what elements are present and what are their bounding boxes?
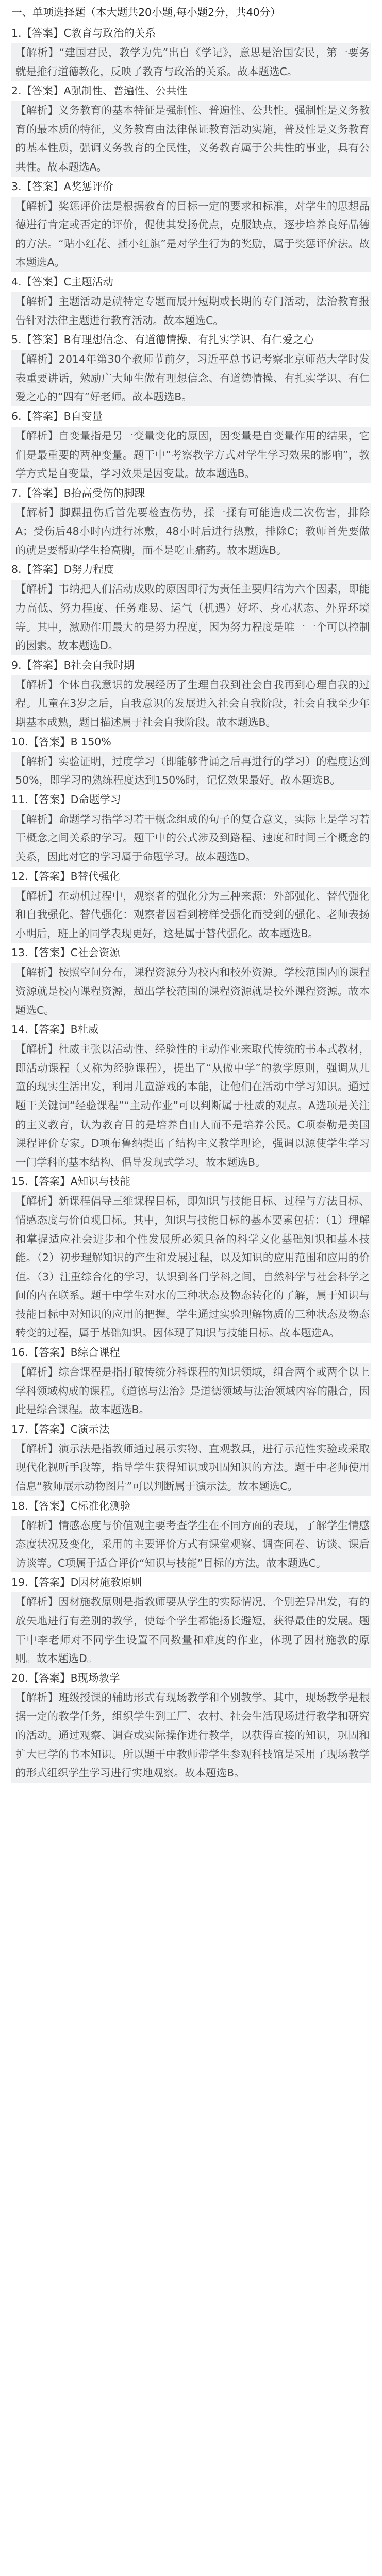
explanation-block (11, 675, 371, 732)
answer-label: 【答案】 (28, 1671, 71, 1684)
answer-item (11, 1497, 371, 1573)
explanation-block (11, 101, 371, 176)
answer-text: B替代强化 (70, 870, 120, 883)
answer-line (11, 82, 371, 99)
explanation-text: 脚踝扭伤后首先要检查伤势，揉一揉有可能造成二次伤害，排除A；受伤后48小时内进行冰敷，48小时后进行热敷，排除C；教师首先要做的就是要帮助学生抬高脚，而不是吃止痛药。故本题选B。 (15, 506, 370, 556)
answer-item (11, 1344, 371, 1419)
answer-text: C标准化测验 (70, 1499, 131, 1512)
answer-text: D因材施教原则 (70, 1576, 142, 1589)
answer-item (11, 331, 371, 406)
answer-line (11, 484, 371, 502)
answer-item (11, 484, 371, 560)
answer-item (11, 868, 371, 943)
explanation-label: 【解析】 (15, 295, 59, 308)
question-number: 19. (11, 1576, 28, 1589)
explanation-text: 情感态度与价值观主要考查学生在不同方面的表现，了解学生情感态度状况及变化，采用的主要评价方式有课堂观察、调查问卷、访谈、课后访谈等。C项属于适合评价“知识与技能”目标的方法。故本题选C。 (15, 1519, 370, 1569)
answer-item (11, 273, 371, 330)
answer-label: 【答案】 (21, 27, 64, 39)
question-number: 8. (11, 563, 22, 576)
explanation-block (11, 1688, 371, 1783)
explanation-block (11, 1439, 371, 1496)
explanation-block (11, 350, 371, 406)
explanation-label: 【解析】 (15, 199, 59, 212)
question-number: 4. (11, 275, 22, 288)
question-number: 20. (11, 1671, 28, 1684)
explanation-label: 【解析】 (15, 1596, 59, 1608)
question-number: 12. (11, 870, 28, 883)
answer-item (11, 1021, 371, 1172)
answer-label: 【答案】 (21, 486, 64, 499)
explanation-label: 【解析】 (15, 812, 59, 825)
answer-text: A知识与技能 (70, 1175, 131, 1188)
answer-label: 【答案】 (28, 1422, 71, 1435)
answer-label: 【答案】 (21, 84, 64, 97)
explanation-block (11, 1040, 371, 1172)
question-number: 5. (11, 333, 22, 346)
explanation-text: 在动机过程中，观察者的强化分为三种来源：外部强化、替代强化和自我强化。替代强化：观察者因看到榜样受强化而受到的强化。老师表扬小明后，班上的同学表现更好，这是属于替代强化。故本题选B。 (15, 889, 370, 940)
explanation-block (11, 1363, 371, 1419)
question-number: 7. (11, 486, 22, 499)
answer-item (11, 1420, 371, 1496)
explanation-label: 【解析】 (15, 678, 59, 691)
answer-label: 【答案】 (28, 1175, 71, 1188)
explanation-text: 自变量指是另一变量变化的原因，因变量是自变量作用的结果，它们是最重要的两种变量。题干中“考察教学方式对学生学习效果的影响”，教学方式是自变量，学习效果是因变量。故本题选B。 (15, 429, 370, 480)
answer-line (11, 1420, 371, 1438)
answer-item (11, 82, 371, 176)
answer-label: 【答案】 (28, 870, 71, 883)
answer-text: B现场教学 (70, 1671, 120, 1684)
explanation-block (11, 963, 371, 1020)
question-number: 15. (11, 1175, 28, 1188)
answer-label: 【答案】 (21, 333, 64, 346)
explanation-label: 【解析】 (15, 353, 59, 366)
explanation-text: 义务教育的基本特征是强制性、普遍性、公共性。强制性是义务教育的最本质的特征，义务教育由法律保证教育活动实施，普及性是义务教育的基本性质，强调义务教育的全民性，义务教育属于公共性的事业，具有公共性。故本题选A。 (15, 104, 370, 173)
question-number: 1. (11, 27, 22, 39)
explanation-text: 2014年第30个教师节前夕，习近平总书记考察北京师范大学时发表重要讲话，勉励广大师生做有理想信念、有道德情操、有扎实学识、有仁爱之心的“四有”好老师。故本题选B。 (15, 353, 370, 403)
answer-line (11, 561, 371, 578)
answer-line (11, 1497, 371, 1515)
answer-text: C演示法 (70, 1422, 110, 1435)
answer-line (11, 733, 371, 751)
answer-label: 【答案】 (21, 410, 64, 422)
answer-text: B 150% (70, 735, 111, 748)
answer-text: A奖惩评价 (63, 180, 113, 193)
answer-item (11, 944, 371, 1020)
question-number: 18. (11, 1499, 28, 1512)
section-title: 一、单项选择题（本大题共20小题,每小题2分，共40分） (11, 6, 281, 19)
explanation-label: 【解析】 (15, 429, 59, 442)
explanation-text: 综合课程是指打破传统分科课程的知识领域，组合两个或两个以上学科领域构成的课程。《道德与法治》是道德领域与法治领域内容的融合，因此是综合课程。故本题选B。 (15, 1366, 370, 1416)
question-number: 10. (11, 735, 28, 748)
explanation-block (11, 752, 371, 790)
explanation-block (11, 580, 371, 655)
answer-item (11, 733, 371, 790)
question-number: 3. (11, 180, 22, 193)
answer-text: B自变量 (63, 410, 103, 422)
explanation-block (11, 1192, 371, 1343)
answer-line (11, 1344, 371, 1361)
answer-text: C社会资源 (70, 946, 120, 959)
answer-text: B综合课程 (70, 1346, 120, 1359)
question-number: 14. (11, 1023, 28, 1036)
answer-line (11, 656, 371, 674)
question-number: 17. (11, 1422, 28, 1435)
answer-item (11, 408, 371, 483)
explanation-label: 【解析】 (15, 46, 59, 59)
explanation-label: 【解析】 (15, 1442, 59, 1455)
answer-line (11, 24, 371, 42)
answer-item (11, 1669, 371, 1783)
answer-label: 【答案】 (21, 658, 64, 671)
answer-text: B有理想信念、有道德情操、有扎实学识、有仁爱之心 (63, 333, 314, 346)
answer-label: 【答案】 (21, 275, 64, 288)
explanation-text: 奖惩评价法是根据教育的目标一定的要求和标准，对学生的思想品德进行肯定或否定的评价，促使其发扬优点，克服缺点，逐步培养良好品德的方法。“贴小红花、插小红旗”是对学生行为的奖励，属于奖惩评价法。故本题选A。 (15, 199, 370, 269)
answer-item (11, 1573, 371, 1668)
explanation-text: 个体自我意识的发展经历了生理自我到社会自我再到心理自我的过程。儿童在3岁之后，自我意识的发展进入社会自我阶段，社会自我至少年期基本成熟，题目描述属于社会自我阶段。故本题选B。 (15, 678, 370, 729)
question-number: 9. (11, 658, 22, 671)
explanation-text: 主题活动是就特定专题而展开短期或长期的专门活动，法治教育报告针对法律主题进行教育活动。故本题选C。 (15, 295, 370, 327)
answer-line (11, 944, 371, 961)
answer-text: C教育与政治的关系 (63, 27, 156, 39)
answer-line (11, 1021, 371, 1038)
question-number: 2. (11, 84, 22, 97)
explanation-block (11, 503, 371, 560)
answer-line (11, 791, 371, 808)
answer-label: 【答案】 (21, 563, 64, 576)
answer-item (11, 561, 371, 655)
answer-line (11, 1573, 371, 1591)
explanation-block (11, 292, 371, 330)
explanation-block (11, 1592, 371, 1668)
question-number: 16. (11, 1346, 28, 1359)
explanation-label: 【解析】 (15, 1691, 59, 1704)
items-list (11, 24, 371, 1783)
answer-line (11, 1173, 371, 1190)
explanation-block (11, 810, 371, 867)
answer-text: C主题活动 (63, 275, 113, 288)
explanation-label: 【解析】 (15, 1519, 59, 1532)
explanation-label: 【解析】 (15, 104, 59, 117)
explanation-block (11, 197, 371, 272)
explanation-label: 【解析】 (15, 889, 59, 902)
answer-label: 【答案】 (28, 735, 71, 748)
explanation-block (11, 43, 371, 81)
explanation-text: 实验证明，过度学习（即能够背诵之后再进行的学习）的程度达到50%，即学习的熟练程度达到150%时，记忆效果最好。故本题选B。 (15, 755, 370, 787)
explanation-text: 新课程倡导三维课程目标，即知识与技能目标、过程与方法目标、情感态度与价值观目标。其中，知识与技能目标的基本要素包括：（1）理解和掌握适应社会进步和个性发展所必须具备的科学文化基础知识和基本技能。（2）初步理解知识的产生和发展过程，以及知识的应用范围和应用的价值。（3）注重综合化的学习，认识到各门学科之间，自然科学与社会科学之间的内在联系。题干中学生对水的三种状态及物态转化的了解，属于知识与技能目标中对知识的应用的把握。学生通过实验理解物质的三种状态及物态转变的过程，属于基础知识。因体现了知识与技能目标。故本题选A。 (15, 1195, 370, 1340)
answer-line (11, 1669, 371, 1687)
answer-label: 【答案】 (28, 793, 71, 806)
explanation-text: 班级授课的辅助形式有现场教学和个别教学。其中，现场教学是根据一定的教学任务，组织学生到工厂、农村、社会生活现场进行教学和研究的活动。通过观察、调查或实际操作进行教学，以获得直接的知识，巩固和扩大已学的书本知识。所以题干中教师带学生参观科技馆是采用了现场教学的形式组织学生学习进行实地观察。故本题选B。 (15, 1691, 370, 1780)
explanation-text: 按照空间分布，课程资源分为校内和校外资源。学校范围内的课程资源就是校内课程资源，超出学校范围的课程资源就是校外课程资源。故本题选C。 (15, 966, 370, 1016)
answer-line (11, 178, 371, 195)
explanation-label: 【解析】 (15, 1043, 59, 1056)
question-number: 11. (11, 793, 28, 806)
explanation-text: 演示法是指教师通过展示实物、直观教具，进行示范性实验或采取现代化视听手段等，指导学生获得知识或巩固知识的方法。题干中老师使用信息“教师展示动物图片”可以判断属于演示法。故本题选C。 (15, 1442, 370, 1493)
explanation-text: 韦纳把人们活动成败的原因即行为责任主要归结为六个因素，即能力高低、努力程度、任务难易、运气（机遇）好坏、身心状态、外界环境等。其中，激励作用最大的是努力程度，因为努力程度是唯一一个可以控制的因素。故本题选D。 (15, 583, 370, 652)
answer-label: 【答案】 (28, 1576, 71, 1589)
answer-text: B杜威 (70, 1023, 99, 1036)
explanation-label: 【解析】 (15, 583, 59, 596)
explanation-label: 【解析】 (15, 755, 59, 768)
answer-line (11, 331, 371, 348)
answer-label: 【答案】 (28, 1023, 71, 1036)
answer-text: D命题学习 (70, 793, 121, 806)
answer-text: B社会自我时期 (63, 658, 135, 671)
answer-item (11, 178, 371, 272)
question-number: 6. (11, 410, 22, 422)
explanation-block (11, 887, 371, 943)
answer-label: 【答案】 (21, 180, 64, 193)
explanation-label: 【解析】 (15, 506, 60, 519)
explanation-label: 【解析】 (15, 966, 59, 979)
question-number: 13. (11, 946, 28, 959)
explanation-text: 因材施教原则是指教师要从学生的实际情况、个别差异出发，有的放矢地进行有差别的教学，使每个学生都能扬长避短，获得最佳的发展。题干中李老师对不同学生设置不同数量和难度的作业，体现了因材施教的原则。故本题选D。 (15, 1596, 370, 1665)
explanation-text: “建国君民，教学为先”出自《学记》，意思是治国安民，第一要务就是推行道德教化，反映了教育与政治的关系。故本题选C。 (15, 46, 370, 78)
answer-text: D努力程度 (63, 563, 114, 576)
answer-label: 【答案】 (28, 1346, 71, 1359)
answer-label: 【答案】 (28, 946, 71, 959)
answer-line (11, 868, 371, 885)
answer-line (11, 408, 371, 425)
answer-item (11, 24, 371, 81)
explanation-text: 命题学习指学习若干概念组成的句子的复合意义，实际上是学习若干概念之间关系的学习。题干中的公式涉及到路程、速度和时间三个概念的关系，因此对它的学习属于命题学习。故本题选D。 (15, 812, 370, 863)
answer-text: A强制性、普遍性、公共性 (63, 84, 188, 97)
answer-item (11, 791, 371, 867)
explanation-label: 【解析】 (15, 1366, 59, 1379)
answer-item (11, 1173, 371, 1343)
answer-item (11, 656, 371, 732)
answer-line (11, 273, 371, 291)
explanation-text: 杜威主张以活动性、经验性的主动作业来取代传统的书本式教材，即活动课程（又称为经验课程），提出了“从做中学”的教学原则，强调从儿童的现实生活出发，利用儿童游戏的本能，让他们在活动中学习知识。通过题干关键词“经验课程”“主动作业”可以判断属于杜威的观点。A选项是关注的主义教育，认为教育目的是培养自由人而不是培养公民。C项泰勒是美国课程评价专家。D项布鲁纳提出了结构主义教学理论，强调以源使学生学习一门学科的基本结构、倡导发现式学习。故本题选B。 (15, 1043, 370, 1168)
answer-text: B抬高受伤的脚踝 (63, 486, 145, 499)
explanation-block (11, 427, 371, 483)
explanation-block (11, 1516, 371, 1573)
answer-label: 【答案】 (28, 1499, 71, 1512)
explanation-label: 【解析】 (15, 1195, 59, 1208)
